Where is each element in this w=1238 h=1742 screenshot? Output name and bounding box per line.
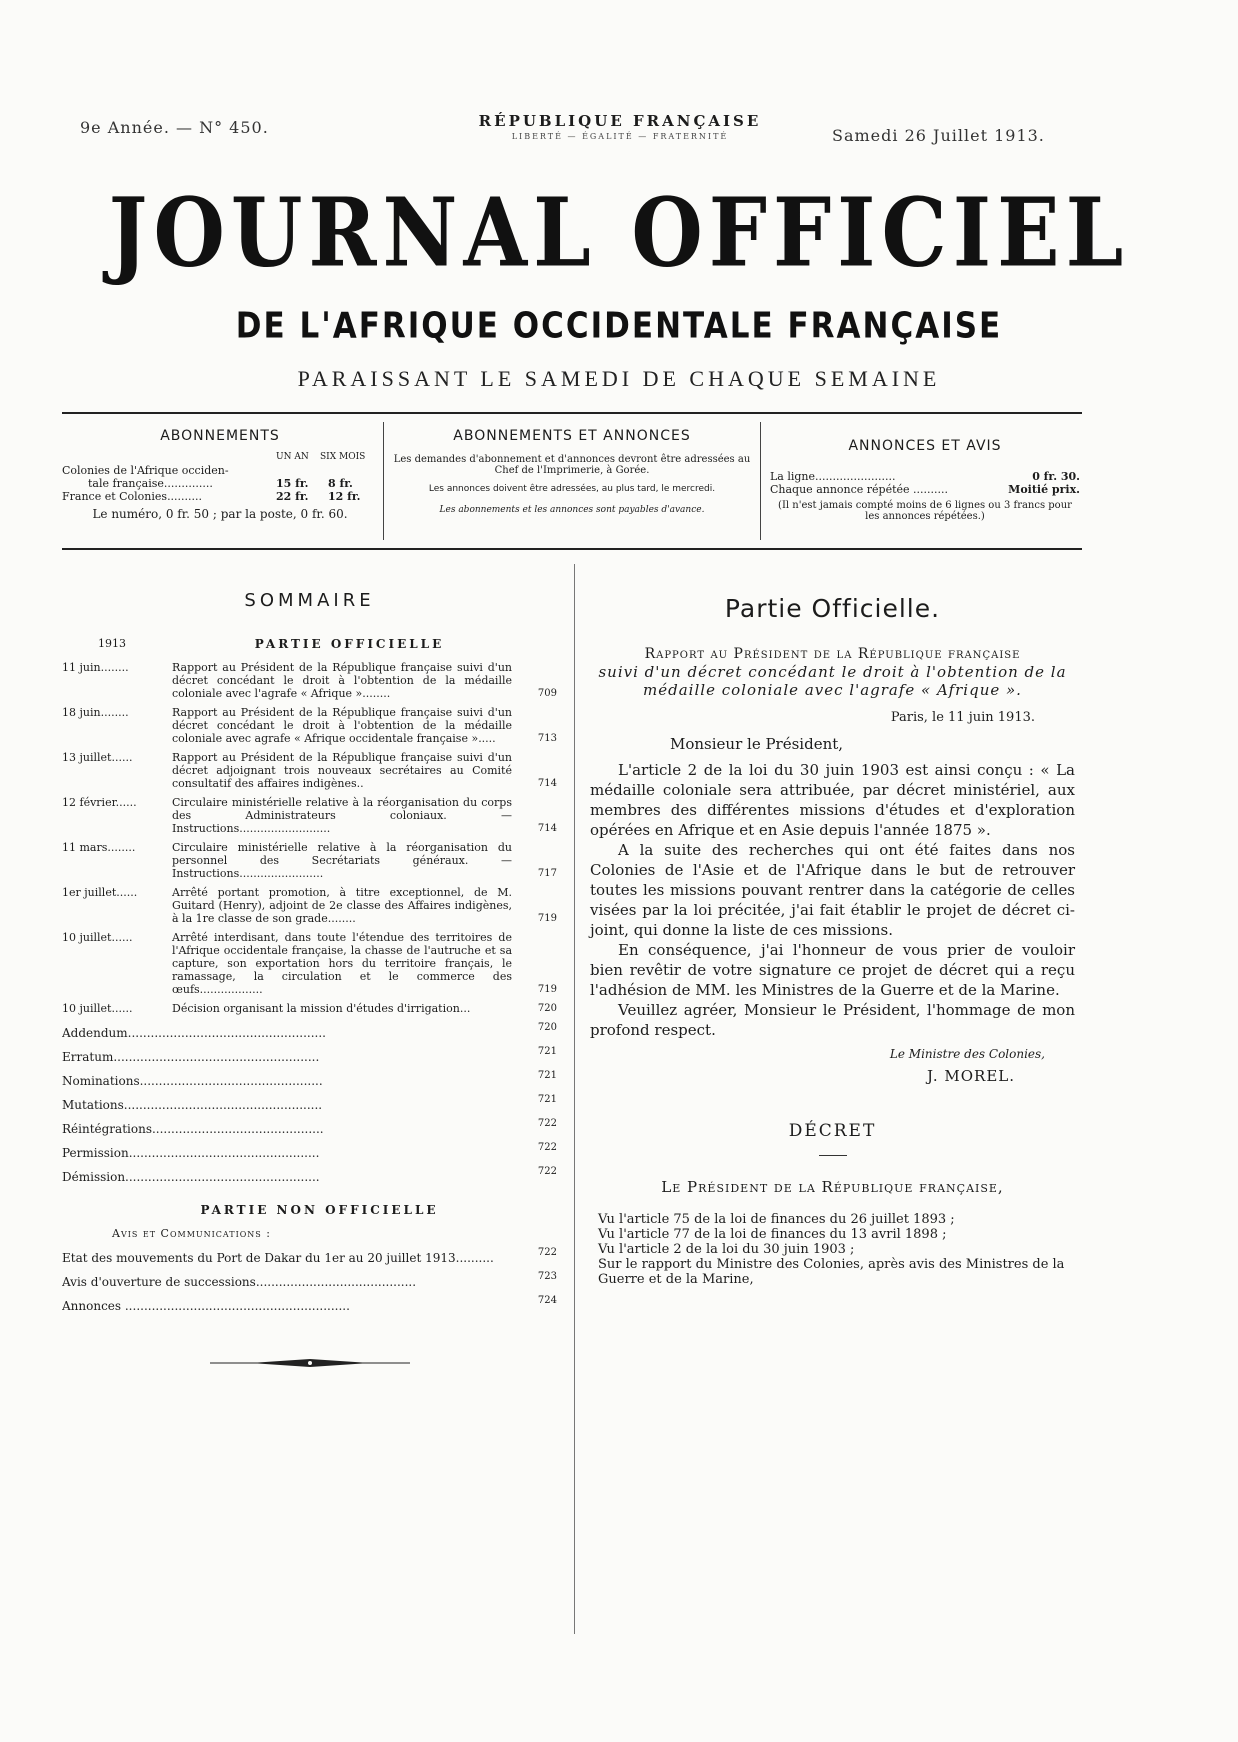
- paragraph-3: En conséquence, j'ai l'honneur de vous prier de vouloir bien revêtir de votre signature ce projet de décret qui a reçu l'adhésion de MM. les Ministres de la Guerre et de la Marine.: [590, 941, 1075, 999]
- signature-title: Le Ministre des Colonies,: [889, 1047, 1045, 1061]
- abonnement-row-france: France et Colonies.......... 22 fr. 12 fr.: [62, 490, 361, 503]
- toc-simple-page: 721: [537, 1070, 557, 1081]
- journal-subtitle: DE L'AFRIQUE OCCIDENTALE FRANÇAISE: [235, 305, 1003, 347]
- toc-entry-text: Circulaire ministérielle relative à la réorganisation du corps des Administrateurs coloniaux. — Instructions..........................: [172, 796, 512, 835]
- toc-entry-date: 10 juillet......: [62, 931, 133, 944]
- toc-simple-label: Permission..................................................: [62, 1146, 320, 1160]
- adresse-note: Les demandes d'abonnement et d'annonces devront être adressées au Chef de l'Imprimerie, à Gorée.: [393, 454, 751, 476]
- toc-entry: [62, 886, 557, 925]
- col-un-an: UN AN: [276, 452, 309, 462]
- toc-non-off-label: Annonces ...........................................................: [62, 1299, 350, 1313]
- toc-entry: [62, 931, 557, 996]
- col-six-mois: SIX MOIS: [320, 452, 366, 462]
- rapport-body: [590, 760, 1075, 1040]
- toc-non-officielle-list: [62, 1246, 557, 1318]
- toc-simple-entry: [62, 1021, 557, 1045]
- avis-communications: Avis et Communications :: [112, 1227, 271, 1240]
- toc-entry-date: 10 juillet......: [62, 1002, 133, 1015]
- prix-numero: Le numéro, 0 fr. 50 ; par la poste, 0 fr. 60.: [92, 507, 348, 521]
- toc-simple-entry: [62, 1165, 557, 1189]
- toc-simple-label: Démission...................................................: [62, 1170, 320, 1184]
- toc-non-off-entry: [62, 1270, 557, 1294]
- abonnement-row-afrique: Colonies de l'Afrique occiden- tale française.............. 15 fr. 8 fr.: [62, 464, 353, 490]
- issue-number: 9e Année. — N° 450.: [80, 118, 269, 137]
- sommaire-year: 1913: [98, 637, 126, 650]
- toc-entry: [62, 796, 557, 835]
- toc-entry: [62, 751, 557, 790]
- toc-entry-page: 714: [537, 778, 557, 789]
- toc-simple-label: Mutations....................................................: [62, 1098, 323, 1112]
- toc-entry: [62, 841, 557, 880]
- toc-simple-label: Addendum....................................................: [62, 1026, 326, 1040]
- rapport-heading-3: médaille coloniale avec l'agrafe « Afrique ».: [643, 681, 1022, 699]
- partie-officielle-heading: PARTIE OFFICIELLE: [254, 637, 445, 651]
- journal-tagline: PARAISSANT LE SAMEDI DE CHAQUE SEMAINE: [297, 366, 941, 391]
- toc-non-off-label: Etat des mouvements du Port de Dakar du 1er au 20 juillet 1913..........: [62, 1251, 494, 1265]
- toc-entry-page: 719: [537, 984, 557, 995]
- paragraph-2: A la suite des recherches qui ont été faites dans nos Colonies de l'Asie et de l'Afrique dans le but de retrouver toutes les missions pouvant rentrer dans la catégorie de celles visées par la loi précitée, j'ai fait établir le projet de décret ci-joint, qui donne la liste de ces missions.: [590, 841, 1075, 939]
- toc-entry-text: Circulaire ministérielle relative à la réorganisation du personnel des Secrétariats généraux. — Instructions........................: [172, 841, 512, 880]
- toc-non-off-page: 723: [537, 1271, 557, 1282]
- delai-note: Les annonces doivent être adressées, au plus tard, le mercredi.: [428, 484, 716, 494]
- devise: LIBERTÉ — ÉGALITÉ — FRATERNITÉ: [511, 132, 729, 141]
- toc-simple-entry: [62, 1117, 557, 1141]
- issue-date: Samedi 26 Juillet 1913.: [832, 126, 1045, 145]
- toc-non-off-page: 722: [537, 1247, 557, 1258]
- paiement-note: Les abonnements et les annonces sont payables d'avance.: [439, 505, 705, 515]
- abonnements-box: [62, 428, 378, 521]
- lieu-date: Paris, le 11 juin 1913.: [890, 710, 1035, 725]
- vu-line: Vu l'article 2 de la loi du 30 juin 1903 ;: [598, 1242, 855, 1257]
- toc-entry-page: 717: [537, 868, 557, 879]
- minimum-note: (Il n'est jamais compté moins de 6 lignes ou 3 francs pour les annonces répétées.): [778, 500, 1072, 522]
- toc-simple-page: 721: [537, 1046, 557, 1057]
- decret-title: DÉCRET: [788, 1121, 877, 1141]
- toc-entry-page: 719: [537, 913, 557, 924]
- prix-repetee: Chaque annonce répétée .......... Moitié prix.: [770, 483, 1080, 496]
- prix-ligne: La ligne....................... 0 fr. 30.: [770, 470, 1080, 483]
- sommaire-column: [62, 590, 557, 1370]
- toc-entry-page: 709: [537, 688, 557, 699]
- abonnements-annonces-title: ABONNEMENTS ET ANNONCES: [453, 428, 691, 444]
- toc-simple-entry: [62, 1141, 557, 1165]
- toc-entry-date: 12 février......: [62, 796, 137, 809]
- annonces-avis-title: ANNONCES ET AVIS: [848, 438, 1002, 454]
- president-line: Le Président de la République française,: [661, 1178, 1004, 1196]
- toc-entry-date: 1er juillet......: [62, 886, 138, 899]
- abonnements-annonces-box: [392, 428, 752, 516]
- toc-simple-label: Erratum......................................................: [62, 1050, 320, 1064]
- vu-line: Sur le rapport du Ministre des Colonies, après avis des Ministres de la Guerre et de la Marine,: [598, 1257, 1065, 1287]
- toc-simple-label: Nominations................................................: [62, 1074, 323, 1088]
- toc-entry-text: Rapport au Président de la République française suivi d'un décret concédant le droit à l'obtention de la médaille coloniale avec agrafe « Afrique occidentale française ».....: [172, 706, 512, 745]
- toc-simple-page: 720: [537, 1022, 557, 1033]
- sommaire-title: SOMMAIRE: [244, 590, 375, 611]
- toc-entry: [62, 661, 557, 700]
- toc-non-off-entry: [62, 1294, 557, 1318]
- toc-entry-page: 714: [537, 823, 557, 834]
- box-top-rule: [62, 412, 1082, 414]
- toc-entry-text: Arrêté portant promotion, à titre exceptionnel, de M. Guitard (Henry), adjoint de 2e classe des Affaires indigènes, à la 1re classe de son grade........: [172, 886, 512, 925]
- toc-entry-date: 11 mars........: [62, 841, 136, 854]
- vu-list: [590, 1212, 1075, 1287]
- toc-simple-entry: [62, 1093, 557, 1117]
- toc-entry-date: 13 juillet......: [62, 751, 133, 764]
- toc-simple-label: Réintégrations.............................................: [62, 1122, 324, 1136]
- toc-non-off-label: Avis d'ouverture de successions..........................................: [62, 1275, 417, 1289]
- partie-officielle-title: Partie Officielle.: [724, 594, 941, 623]
- salutation: Monsieur le Président,: [670, 735, 844, 753]
- toc-entry-page: 720: [537, 1003, 557, 1014]
- toc-entry-text: Décision organisant la mission d'études d'irrigation...: [172, 1002, 471, 1015]
- toc-entry-text: Rapport au Président de la République française suivi d'un décret adjoignant trois nouveaux secrétaires au Comité consultatif des affaires indigènes..: [172, 751, 512, 790]
- toc-entry-date: 18 juin........: [62, 706, 129, 719]
- paragraph-4: Veuillez agréer, Monsieur le Président, l'hommage de mon profond respect.: [590, 1001, 1075, 1039]
- journal-title: JOURNAL OFFICIEL: [108, 178, 1130, 289]
- toc-simple-page: 721: [537, 1094, 557, 1105]
- column-divider: [574, 564, 575, 1634]
- toc-simple-page: 722: [537, 1166, 557, 1177]
- signature-name: J. MOREL.: [926, 1067, 1015, 1085]
- rapport-heading-1: Rapport au Président de la République française: [644, 646, 1021, 662]
- toc-entry-text: Rapport au Président de la République française suivi d'un décret concédant le droit à l'obtention de la médaille coloniale avec l'agrafe « Afrique »........: [172, 661, 512, 700]
- toc-simple-entry: [62, 1069, 557, 1093]
- ornament-rule: [210, 1356, 410, 1370]
- box-divider-1: [383, 422, 384, 540]
- rapport-heading-2: suivi d'un décret concédant le droit à l'obtention de la: [598, 663, 1067, 681]
- toc-entry-text: Arrêté interdisant, dans toute l'étendue des territoires de l'Afrique occidentale française, la chasse de l'autruche et sa capture, son exportation hors du territoire français, le ramassage, la circulation et le commerce des œufs..................: [172, 931, 512, 996]
- toc-non-off-entry: [62, 1246, 557, 1270]
- decret-rule: [819, 1155, 847, 1156]
- toc-simple-entry: [62, 1045, 557, 1069]
- republique-title: RÉPUBLIQUE FRANÇAISE: [478, 112, 762, 130]
- toc-entry: [62, 1002, 557, 1015]
- toc-entry-date: 11 juin........: [62, 661, 129, 674]
- toc-simple-page: 722: [537, 1142, 557, 1153]
- right-column: [590, 594, 1075, 1287]
- toc-entry: [62, 706, 557, 745]
- paragraph-1: L'article 2 de la loi du 30 juin 1903 est ainsi conçu : « La médaille coloniale sera attribuée, par décret ministériel, aux membres des différentes missions d'études et d'exploration opérées en Afrique et en Asie depuis l'année 1875 ».: [590, 761, 1075, 839]
- republique-header: [380, 112, 860, 141]
- abonnements-title: ABONNEMENTS: [160, 428, 280, 444]
- annonces-avis-box: [770, 438, 1080, 522]
- toc-simple-list: [62, 1021, 557, 1189]
- toc-non-off-page: 724: [537, 1295, 557, 1306]
- vu-line: Vu l'article 75 de la loi de finances du 26 juillet 1893 ;: [598, 1212, 955, 1227]
- partie-non-officielle-heading: PARTIE NON OFFICIELLE: [200, 1203, 439, 1217]
- toc-entry-page: 713: [537, 733, 557, 744]
- box-bottom-rule: [62, 548, 1082, 550]
- vu-line: Vu l'article 77 de la loi de finances du 13 avril 1898 ;: [598, 1227, 947, 1242]
- box-divider-2: [760, 422, 761, 540]
- toc-simple-page: 722: [537, 1118, 557, 1129]
- toc-list: [62, 661, 557, 1015]
